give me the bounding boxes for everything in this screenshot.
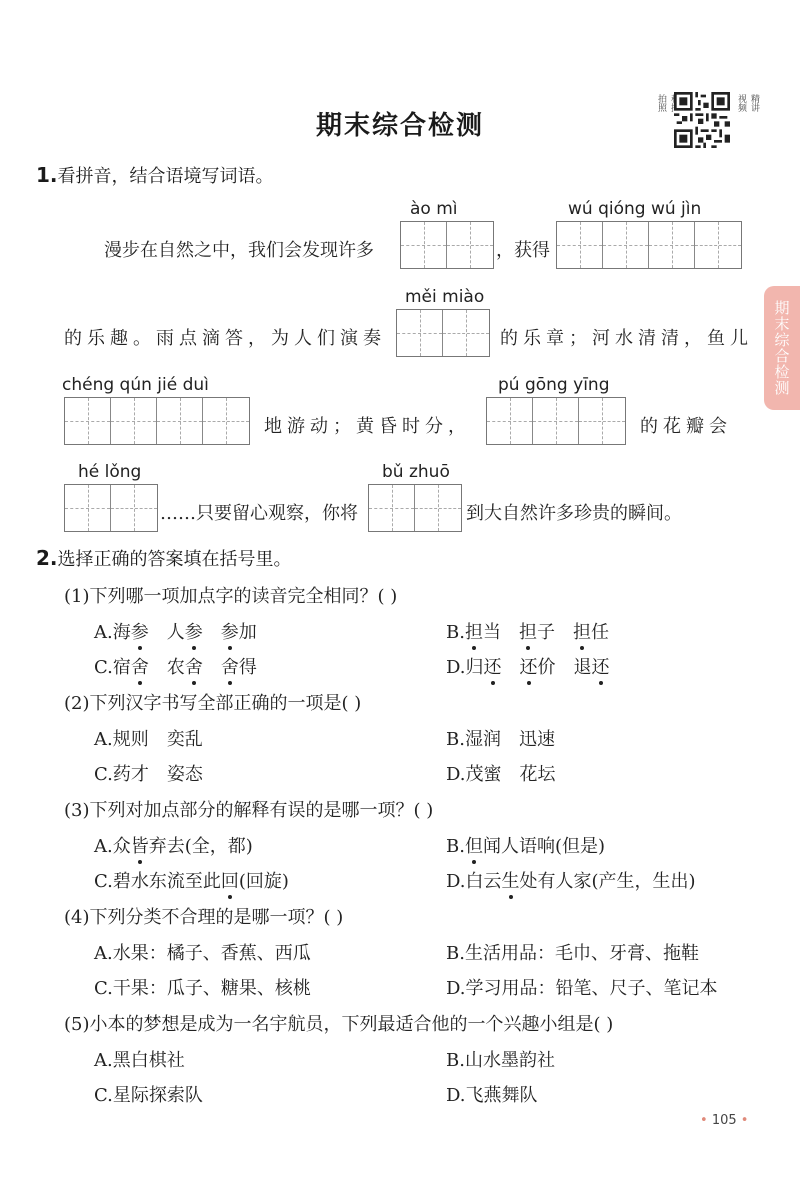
answer-grid-wuqiongwujin[interactable]	[556, 221, 742, 269]
page-title: 期末综合检测	[315, 111, 484, 141]
q2-item3-option-c[interactable]: C.碧水东流至此回(回旋)	[94, 867, 289, 893]
question-2-heading: 2.选择正确的答案填在括号里。	[36, 546, 292, 570]
q2-item2-option-a[interactable]: A.规则 奕乱	[94, 729, 203, 750]
dotted-char: 参	[131, 618, 149, 644]
dotted-char: 担	[519, 618, 537, 644]
dotted-char: 还	[484, 653, 502, 679]
dotted-char: 皆	[131, 832, 149, 858]
q1-line3-text-b: 的花瓣会	[640, 416, 732, 437]
pinyin-aomi: ào mì	[410, 199, 458, 219]
answer-grid-meimiao[interactable]	[396, 309, 490, 357]
qr-left-label: 拍照	[656, 94, 666, 112]
dotted-char: 生	[502, 867, 520, 893]
q2-item4-option-c[interactable]: C.干果：瓜子、糖果、核桃	[94, 978, 311, 999]
q2-item4-option-a[interactable]: A.水果：橘子、香蕉、西瓜	[94, 943, 311, 964]
q2-item4-option-b[interactable]: B.生活用品：毛巾、牙膏、拖鞋	[446, 943, 699, 964]
answer-cell[interactable]	[111, 398, 157, 444]
answer-cell[interactable]	[415, 485, 461, 531]
answer-cell[interactable]	[579, 398, 625, 444]
pinyin-meimiao: měi miào	[405, 287, 485, 307]
q2-item1-option-b[interactable]: B.担当 担子 担任	[446, 618, 609, 644]
pinyin-wuqiongwujin: wú qióng wú jìn	[568, 199, 702, 219]
dotted-char: 回	[221, 867, 239, 893]
q1-line2-text-a: 的乐趣。雨点滴答，为人们演奏	[64, 328, 386, 349]
answer-cell[interactable]	[603, 222, 649, 268]
answer-cell[interactable]	[65, 485, 111, 531]
q2-item4-stem: (4)下列分类不合理的是哪一项？( )	[64, 907, 344, 928]
answer-cell[interactable]	[487, 398, 533, 444]
q2-item2-stem: (2)下列汉字书写全部正确的一项是( )	[64, 693, 362, 714]
q2-item5-option-c[interactable]: C.星际探索队	[94, 1085, 203, 1106]
answer-grid-chengqunjiedui[interactable]	[64, 397, 250, 445]
qr-block	[655, 92, 759, 152]
q2-item5-stem: (5)小本的梦想是成为一名宇航员，下列最适合他的一个兴趣小组是( )	[64, 1014, 614, 1035]
answer-cell[interactable]	[65, 398, 111, 444]
dotted-char: 参	[185, 618, 203, 644]
dotted-char: 参	[221, 618, 239, 644]
dot-icon: •	[700, 1113, 708, 1128]
q2-item2-option-d[interactable]: D.茂蜜 花坛	[446, 764, 556, 785]
q2-item2-option-b[interactable]: B.湿润 迅速	[446, 729, 555, 750]
dotted-char: 担	[573, 618, 591, 644]
answer-cell[interactable]	[369, 485, 415, 531]
q2-item5-option-d[interactable]: D.飞燕舞队	[446, 1085, 538, 1106]
q2-item3-option-a[interactable]: A.众皆弃去(全，都)	[94, 832, 253, 858]
answer-cell[interactable]	[203, 398, 249, 444]
pinyin-buzhuo: bǔ zhuō	[382, 462, 450, 482]
q1-line3-text-a: 地游动；黄昏时分，	[264, 416, 471, 437]
answer-grid-pugongying[interactable]	[486, 397, 626, 445]
answer-cell[interactable]	[447, 222, 493, 268]
qr-right-label: 视频 精讲	[736, 94, 759, 112]
section-side-tab: 期末综合检测	[764, 286, 800, 410]
q1-line2-text-b: 的乐章；河水清清，鱼儿	[500, 328, 753, 349]
dotted-char: 还	[592, 653, 610, 679]
dotted-char: 还	[520, 653, 538, 679]
q1-line4-text-a: ……只要留心观察，你将	[160, 503, 358, 524]
answer-cell[interactable]	[397, 310, 443, 356]
answer-cell[interactable]	[557, 222, 603, 268]
pinyin-pugongying: pú gōng yīng	[498, 375, 610, 395]
qr-code-icon[interactable]	[674, 92, 730, 148]
dotted-char: 舍	[185, 653, 203, 679]
answer-grid-buzhuo[interactable]	[368, 484, 462, 532]
q1-line4-text-b: 到大自然许多珍贵的瞬间。	[466, 503, 682, 524]
q2-item4-option-d[interactable]: D.学习用品：铅笔、尺子、笔记本	[446, 978, 718, 999]
q2-item3-option-d[interactable]: D.白云生处有人家(产生，生出)	[446, 867, 696, 893]
dotted-char: 担	[465, 618, 483, 644]
q1-line1-text-b: ，获得	[496, 240, 550, 261]
question-1-heading: 1.看拼音，结合语境写词语。	[36, 163, 274, 187]
q2-item3-option-b[interactable]: B.但闻人语响(但是)	[446, 832, 605, 858]
q2-item1-option-a[interactable]: A.海参 人参 参加	[94, 618, 257, 644]
q2-item1-option-d[interactable]: D.归还 还价 退还	[446, 653, 610, 679]
pinyin-chengqunjiedui: chéng qún jié duì	[62, 375, 209, 395]
answer-cell[interactable]	[401, 222, 447, 268]
dot-icon: •	[740, 1113, 749, 1128]
q2-item2-option-c[interactable]: C.药才 姿态	[94, 764, 203, 785]
q2-item1-option-c[interactable]: C.宿舍 农舍 舍得	[94, 653, 257, 679]
q2-item3-stem: (3)下列对加点部分的解释有误的是哪一项？( )	[64, 800, 434, 821]
answer-cell[interactable]	[533, 398, 579, 444]
answer-cell[interactable]	[157, 398, 203, 444]
q1-line1-text-a: 漫步在自然之中，我们会发现许多	[104, 240, 374, 261]
answer-grid-aomi[interactable]	[400, 221, 494, 269]
answer-cell[interactable]	[695, 222, 741, 268]
q2-item5-option-b[interactable]: B.山水墨韵社	[446, 1050, 555, 1071]
dotted-char: 舍	[131, 653, 149, 679]
answer-cell[interactable]	[443, 310, 489, 356]
answer-grid-helong[interactable]	[64, 484, 158, 532]
dotted-char: 舍	[221, 653, 239, 679]
dotted-char: 但	[465, 832, 483, 858]
q2-item1-stem: (1)下列哪一项加点字的读音完全相同？( )	[64, 586, 398, 607]
answer-cell[interactable]	[111, 485, 157, 531]
page-number: • 105 •	[700, 1113, 749, 1128]
q2-item5-option-a[interactable]: A.黑白棋社	[94, 1050, 185, 1071]
answer-cell[interactable]	[649, 222, 695, 268]
pinyin-helong: hé lǒng	[78, 462, 142, 482]
